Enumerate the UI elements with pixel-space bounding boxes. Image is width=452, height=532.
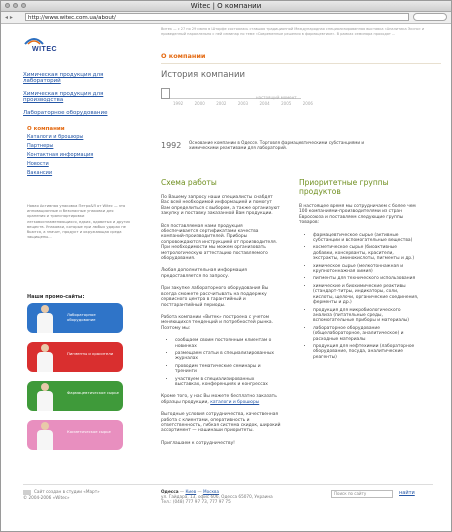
timeline-year[interactable]: 1992	[173, 101, 184, 106]
title-bar	[1, 1, 451, 12]
list-item: • химическое сырье (мелкотоннажная и крупнотоннажная химия)	[313, 264, 419, 275]
footer-divider	[23, 484, 433, 485]
list-item: • проводим тематические семинары и тренинги	[175, 364, 281, 375]
promo-label: Косметическое сырье	[67, 429, 111, 434]
product-link-lab-equipment[interactable]: Лабораторное оборудование	[23, 110, 108, 116]
footer-city-link[interactable]: Москва	[203, 489, 220, 494]
list-item: • косметическое сырье (биоактивные добавки, консерванты, красители, экстракты, аминокислоты, пигменты и др.)	[313, 245, 419, 261]
nav-item-news[interactable]: Новости	[27, 161, 49, 167]
timeline-year[interactable]: 2002	[216, 101, 227, 106]
sidebar-about-text: Новая Активная упаковка Петро&Я от Witec — это инновационные и безопасные упаковки для хранения и транспортировки легковоспламеняющихся, едких, ядовитых и других веществ. Упаковки, которые при любых ударах не бьются, а значит, продукт и окружающая среда защищены...	[27, 204, 131, 240]
timeline-year[interactable]: 2005	[281, 101, 292, 106]
paragraph: В настоящее время мы сотрудничаем с более чем 100 компаниями-производителями из стран Евросоюза и поставляем следующие группы товаров:	[299, 204, 416, 226]
list-item: • участвуем в специализированных выставках, конференциях и конгрессах	[175, 377, 281, 388]
footer	[1, 484, 451, 531]
paragraph: По Вашему запросу наши специалисты снабдят Вас всей необходимой информацией и помогут Вам определиться с выбором, а также организуют закупку и поставку заказанной Вам продукции.	[161, 195, 280, 217]
history-year: 1992	[161, 141, 182, 150]
work-scheme-title: Схема работы	[161, 178, 217, 187]
timeline-years	[173, 101, 313, 106]
paragraph: При закупке лабораторного оборудования Вы всегда сможете рассчитывать на поддержку сервисного центра в гарантийный и постгарантийный периоды.	[161, 286, 269, 308]
title-divider	[161, 63, 441, 64]
site-search-input[interactable]: Поиск по сайту	[331, 490, 393, 498]
logo[interactable]	[23, 34, 83, 58]
product-groups-list	[299, 233, 419, 361]
nav-item-catalogs[interactable]: Каталоги и брошюры	[27, 134, 84, 140]
address-field[interactable]: http://www.witec.com.ua/about/	[25, 13, 409, 21]
site-search-button[interactable]: найти	[399, 490, 415, 496]
side-navigation	[27, 126, 131, 179]
back-forward-icon[interactable]: ◂ ▸	[5, 14, 13, 21]
history-year-text: Основание компании в Одессе. Торговля фармацевтическими субстанциями и химическими реактивами для лабораторий.	[189, 140, 365, 151]
product-groups-title: Приоритетные группы продуктов	[299, 178, 389, 196]
footer-city-link[interactable]: Киев	[185, 489, 197, 494]
activities-list	[161, 338, 281, 387]
scientist-image	[35, 422, 55, 450]
paragraph: Любая дополнительная информация предоставляется по запросу.	[161, 268, 247, 279]
list-item: • фармацевтическое сырье (активные субстанции и вспомогательные вещества)	[313, 233, 419, 244]
paragraph: Работа компании «Витек» построена с учетом меняющихся тенденций и потребностей рынка. Поэтому мы:	[161, 314, 273, 331]
history-timeline	[161, 88, 313, 108]
list-item: • продукция для микробиологического анализа (питательные среды, вспомогательные приборы и материалы)	[313, 308, 419, 324]
timeline-year[interactable]: 2004	[259, 101, 270, 106]
catalogs-link[interactable]: каталоги и брошюры	[210, 399, 260, 405]
promo-label: Пигменты и красители	[67, 351, 114, 356]
footer-address: ул. Гайдара, 13, офис 606, Одесса 65070, Украина	[161, 494, 273, 500]
list-item: • размещаем статьи в специализированных журналах	[175, 351, 281, 362]
logo-text: WITEC	[32, 46, 58, 53]
product-link-prod-chem[interactable]: Химическая продукция для производства	[23, 91, 104, 103]
footer-city: Одесса	[161, 489, 179, 494]
invitation-text: Приглашаем к сотрудничеству!	[161, 440, 235, 446]
list-item: • лабораторное оборудование (общелабораторное, аналитическое) и расходные материалы	[313, 326, 419, 342]
history-title: История компании	[161, 70, 246, 80]
list-item: • химические и биохимические реактивы (стандарт-титры, индикаторы, соли, кислоты, щелочи, органические соединения, ферменты и др.)	[313, 284, 419, 306]
browser-search-field[interactable]	[413, 13, 447, 21]
copyright: © 2004-2006 «Witec»	[23, 494, 70, 500]
promo-label: Лабораторное оборудование	[67, 312, 96, 322]
promo-banner-lab-equipment[interactable]	[27, 303, 123, 333]
product-links	[23, 72, 133, 123]
toolbar	[1, 12, 451, 24]
timeline-marker: настоящий момент	[256, 95, 297, 100]
scientist-image	[35, 344, 55, 372]
list-item: • сообщаем своим постоянным клиентам о новинках	[175, 338, 281, 349]
promo-banner-cosmetics[interactable]	[27, 420, 123, 450]
timeline-year[interactable]: 2003	[237, 101, 249, 106]
page-title: О компании	[161, 52, 206, 60]
work-scheme-column	[161, 178, 281, 453]
catalog-text: Кроме того, у нас Вы можете бесплатно заказать образцы продукции,	[161, 394, 277, 405]
nav-item-partners[interactable]: Партнеры	[27, 143, 54, 149]
studio-credit[interactable]: Сайт создан в студии «Март»	[34, 489, 100, 494]
promo-label: Фармацевтическое сырье	[67, 390, 119, 395]
page	[1, 24, 451, 531]
footer-credits	[23, 489, 100, 500]
timeline-slider-handle[interactable]	[161, 88, 170, 99]
promo-banner-pigments[interactable]	[27, 342, 123, 372]
nav-item-current: О компании	[27, 126, 65, 132]
logo-mark-icon	[23, 34, 45, 46]
product-groups-column	[299, 178, 419, 367]
footer-phone: Тел.: (048) 777 97 73, 777 97 75	[161, 499, 231, 505]
list-item: • пигменты для технического использования	[313, 276, 419, 281]
scientist-image	[35, 383, 55, 411]
paragraph: Вся поставляемая нами продукция обеспечивается сертификатами качества компаний-производителей. Приборы сопровождаются инструкцией от производителя. При необходимости мы можем организовать метрологическую аттестацию поставляемого оборудования.	[161, 223, 278, 262]
news-ticker: Витек — с 27 по 29 июня в Шторфе состоялась ставшая традиционной Международная специализированная выставка «Аналитика Экспо» и проведенный параллельно с ней семинар по теме «Современные решения в фармацевтике». В рамках семинара проходят ...	[161, 27, 425, 36]
nav-item-contacts[interactable]: Контактная информация	[27, 152, 94, 158]
promo-banner-pharma[interactable]	[27, 381, 123, 411]
window-title: Witec | О компании	[190, 2, 262, 10]
footer-contacts: Одесса — Киев — Москва ул. Гайдара, 13, офис 606, Одесса 65070, Украина Тел.: (048) 777 97 73, 777 97 75	[161, 489, 273, 505]
list-item: • продукция для нефтехимии (лабораторное оборудование, посуда, аналитические реагенты)	[313, 344, 419, 360]
catalog-paragraph	[161, 394, 281, 405]
nav-item-vacancies[interactable]: Вакансии	[27, 170, 53, 176]
paragraph: Выгодные условия сотрудничества, качественная работа с клиентами, оперативность и ответственность, гибкая система скидок, широкий ассортимент — нашинаши приоритеты.	[161, 412, 281, 434]
scientist-image	[35, 305, 55, 333]
promo-title: Наши промо-сайты:	[27, 294, 85, 300]
product-link-lab-chem[interactable]: Химическая продукция для лабораторий	[23, 72, 104, 84]
timeline-year[interactable]: 2000	[194, 101, 205, 106]
timeline-year[interactable]: 2006	[302, 101, 313, 106]
